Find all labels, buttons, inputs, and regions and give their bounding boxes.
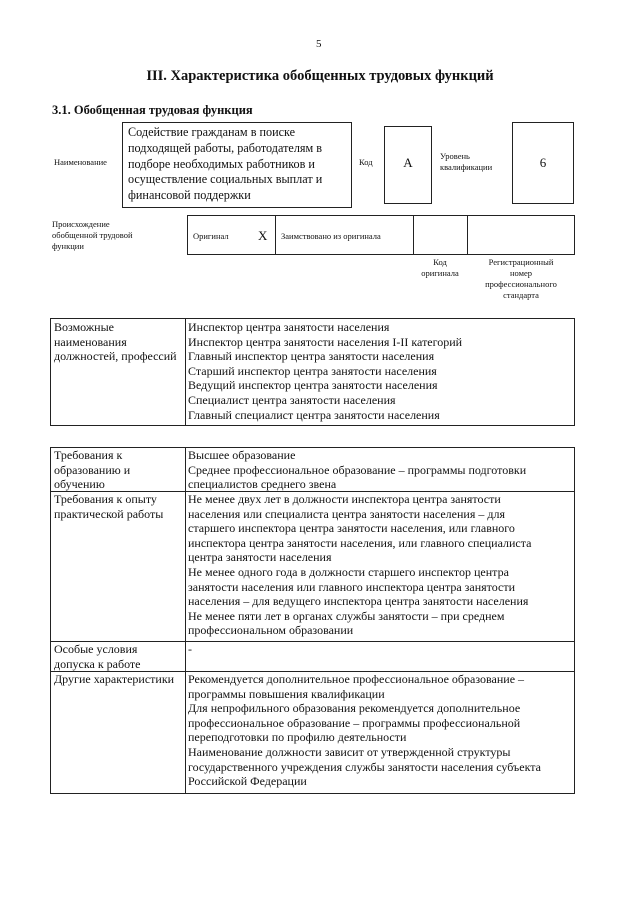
label-line: Требования к: [54, 448, 123, 462]
value-line: Не менее двух лет в должности инспектора центра занятости: [188, 492, 501, 506]
level-label: [440, 151, 492, 173]
origin-label: [52, 219, 133, 252]
education-label: [54, 448, 130, 492]
value-line: населения или специалиста центра занятости населения – для: [188, 506, 505, 521]
caption-line: профессионального: [485, 279, 557, 289]
level-value: 6: [539, 155, 547, 170]
value-line: Рекомендуется дополнительное профессиональное образование –: [188, 672, 525, 686]
gtf-name-line: осуществление социальных выплат и: [128, 172, 323, 187]
borrowed-label: Заимствовано из оригинала: [281, 231, 381, 241]
code-value: A: [403, 155, 413, 170]
subsection-title: 3.1. Обобщенная трудовая функция: [52, 103, 253, 117]
origin-label-line: обобщенной трудовой: [52, 230, 133, 240]
label-line: Особые условия: [54, 642, 138, 656]
value-line: государственного учреждения службы занятости населения субъекта: [188, 759, 541, 774]
position-item: Инспектор центра занятости населения: [188, 320, 390, 334]
value-line: Российской Федерации: [188, 774, 307, 789]
value-line: населения – для ведущего инспектора центра занятости населения: [188, 594, 529, 609]
gtf-name-line: подходящей работы, работодателям в: [128, 140, 323, 155]
label-line: обучению: [54, 477, 105, 492]
reg-number-caption: [467, 257, 575, 301]
experience-value: [188, 492, 531, 638]
origin-table: [187, 215, 575, 255]
gtf-name-line: подборе необходимых работников и: [128, 156, 315, 171]
special-conditions-value: [188, 642, 192, 657]
value-line: центра занятости населения: [188, 550, 332, 565]
origin-label-line: Происхождение: [52, 219, 110, 229]
value-line: Среднее профессиональное образование – программы подготовки: [188, 462, 527, 477]
caption-line: Регистрационный: [488, 257, 554, 267]
value-line: инспектора центра занятости населения, или главного специалиста: [188, 535, 532, 550]
value-line: профессиональное образование – программы профессиональной: [188, 715, 521, 730]
code-original-caption: [413, 257, 467, 279]
position-item: Инспектор центра занятости населения I-II категорий: [188, 334, 463, 349]
value-line: специалистов среднего звена: [188, 477, 337, 492]
gtf-name-line: финансовой поддержки: [128, 188, 251, 203]
level-label-line: квалификации: [440, 162, 493, 172]
gtf-name-line: Содействие гражданам в поиске: [128, 125, 296, 139]
value-line: Высшее образование: [188, 448, 296, 462]
label-line: практической работы: [54, 506, 164, 521]
value-line: -: [188, 642, 192, 656]
value-line: Наименование должности зависит от утвержденной структуры: [188, 744, 511, 759]
caption-line: стандарта: [503, 290, 539, 300]
label-line: допуска к работе: [54, 656, 141, 671]
value-line: Не менее одного года в должности старшего инспектор центра: [188, 564, 509, 579]
position-item: Специалист центра занятости населения: [188, 392, 396, 407]
page-number: 5: [316, 38, 322, 50]
position-item: Ведущий инспектор центра занятости населения: [188, 378, 438, 393]
section-title: III. Характеристика обобщенных трудовых функций: [146, 68, 494, 84]
label-line: Возможные: [54, 320, 114, 334]
label-line: наименования: [54, 334, 127, 349]
positions-label: [54, 320, 177, 364]
position-item: Главный специалист центра занятости населения: [188, 407, 440, 422]
positions-list: [188, 320, 462, 422]
position-item: Главный инспектор центра занятости населения: [188, 349, 435, 364]
education-value: [188, 448, 526, 492]
label-line: должностей, профессий: [54, 349, 177, 364]
gtf-name-text: [128, 125, 322, 204]
original-mark: X: [258, 228, 268, 243]
position-item: Старший инспектор центра занятости населения: [188, 363, 437, 378]
value-line: Для непрофильного образования рекомендуется дополнительное: [188, 701, 521, 716]
name-label: Наименование: [54, 157, 107, 167]
original-label: Оригинал: [193, 231, 229, 241]
label-line: Другие характеристики: [54, 672, 175, 686]
value-line: старшего инспектора центра занятости населения, или главного: [188, 521, 515, 536]
value-line: занятости населения или главного инспектора центра занятости: [188, 579, 516, 594]
value-line: программы повышения квалификации: [188, 686, 385, 701]
code-label: Код: [359, 157, 373, 167]
special-conditions-label: [54, 642, 141, 671]
origin-label-line: функции: [52, 241, 84, 251]
value-line: Не менее пяти лет в органах службы занятости – при среднем: [188, 608, 505, 623]
label-line: Требования к опыту: [54, 492, 157, 506]
value-line: переподготовки по профилю деятельности: [188, 730, 407, 745]
level-label-line: Уровень: [440, 151, 470, 161]
caption-line: оригинала: [421, 268, 459, 278]
caption-line: номер: [509, 268, 533, 278]
other-characteristics-label: [54, 672, 174, 687]
caption-line: Код: [433, 257, 447, 267]
label-line: образованию и: [54, 462, 131, 477]
value-line: профессиональном образовании: [188, 623, 354, 638]
experience-label: [54, 492, 163, 521]
other-characteristics-value: [188, 672, 541, 789]
